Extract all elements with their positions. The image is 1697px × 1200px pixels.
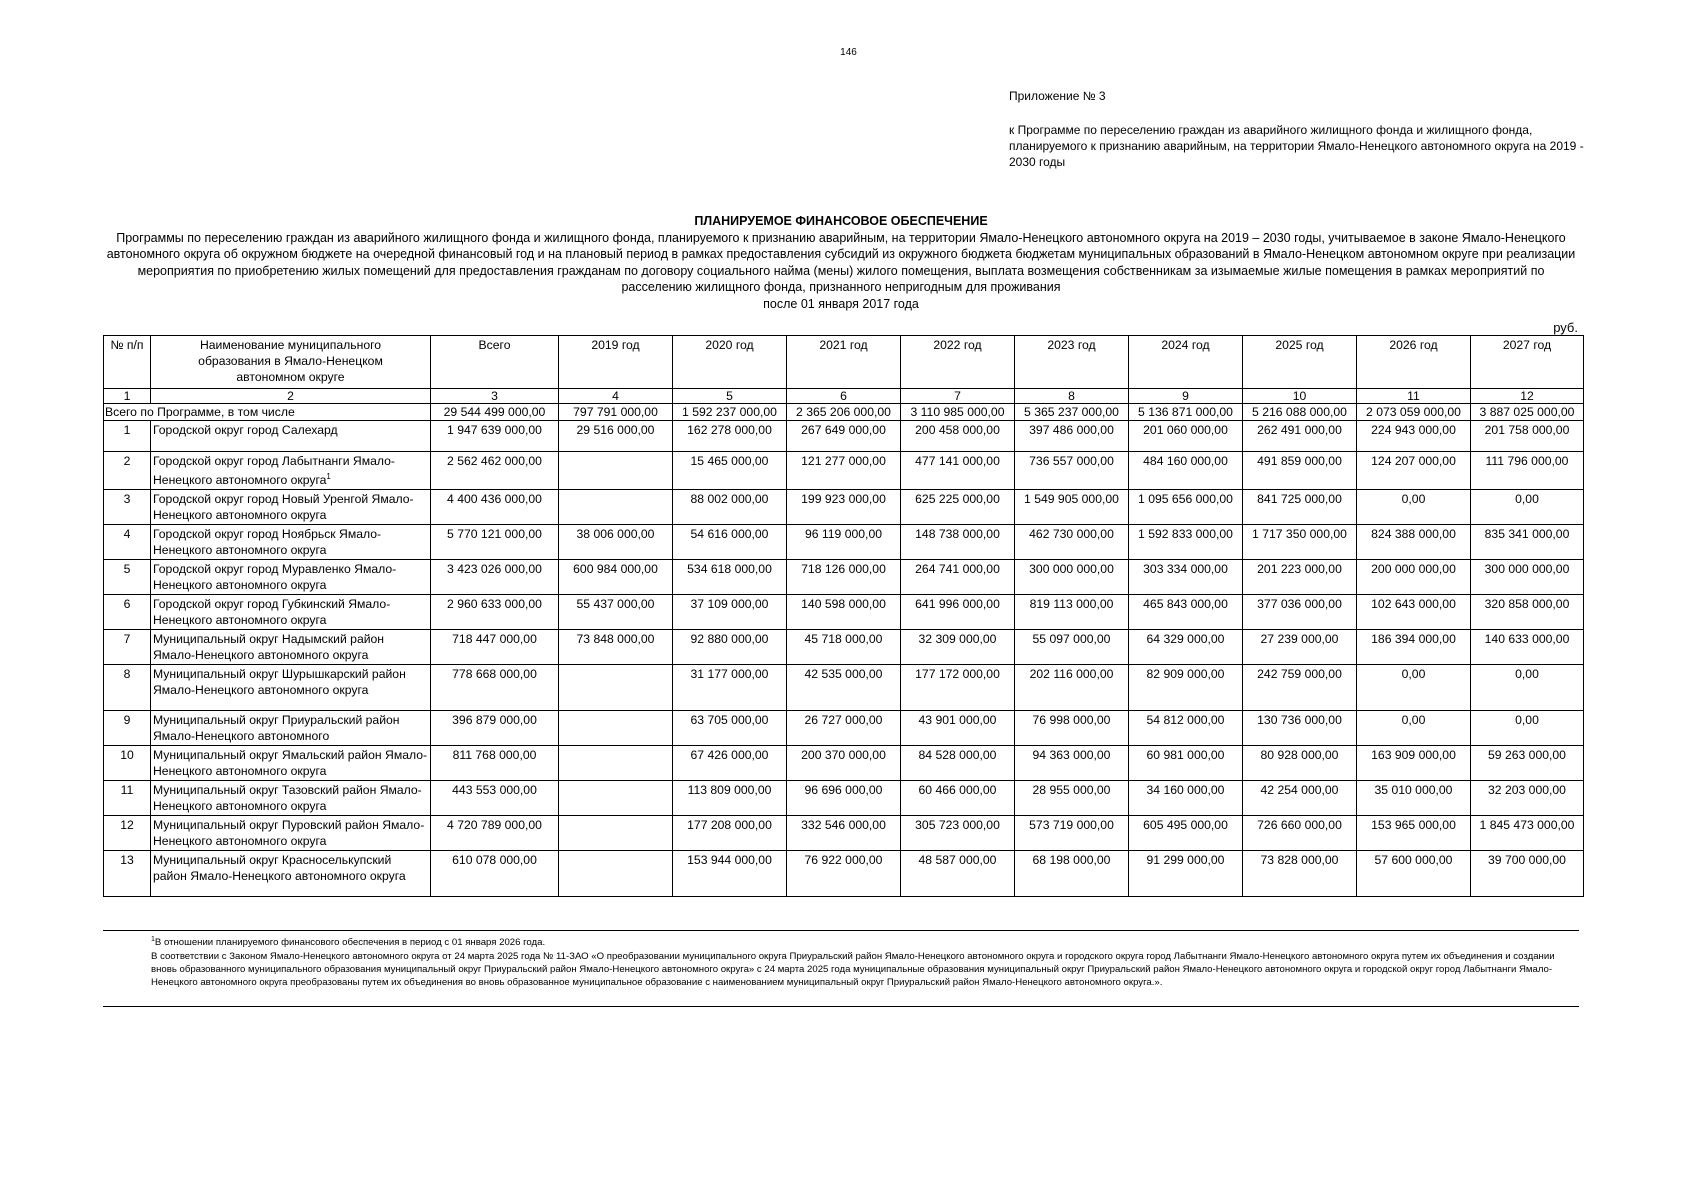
row-number: 8 <box>104 665 151 711</box>
value-cell: 824 388 000,00 <box>1357 525 1471 560</box>
index-cell: 7 <box>901 389 1015 404</box>
header-cell: 2026 год <box>1357 336 1471 389</box>
document-heading <box>104 213 1578 312</box>
row-number: 9 <box>104 711 151 746</box>
index-cell: 5 <box>673 389 787 404</box>
municipality-name-text: Городской округ город Лабытнанги Ямало-Ненецкого автономного округа <box>153 454 395 488</box>
value-cell: 102 643 000,00 <box>1357 595 1471 630</box>
value-cell: 443 553 000,00 <box>431 781 559 816</box>
total-value-cell: 797 791 000,00 <box>559 404 673 421</box>
value-cell: 57 600 000,00 <box>1357 851 1471 897</box>
row-number: 12 <box>104 816 151 851</box>
value-cell: 200 000 000,00 <box>1357 560 1471 595</box>
value-cell: 67 426 000,00 <box>673 746 787 781</box>
row-number: 7 <box>104 630 151 665</box>
municipality-name-text: Городской округ город Новый Уренгой Ямало-Ненецкого автономного округа <box>153 492 414 523</box>
value-cell: 5 770 121 000,00 <box>431 525 559 560</box>
value-cell: 162 278 000,00 <box>673 421 787 452</box>
value-cell: 300 000 000,00 <box>1015 560 1129 595</box>
municipality-name-text: Муниципальный округ Пуровский район Ямало-Ненецкого автономного округа <box>153 818 425 849</box>
index-cell: 11 <box>1357 389 1471 404</box>
footnotes <box>151 933 1571 990</box>
municipality-name <box>151 630 431 665</box>
value-cell: 153 965 000,00 <box>1357 816 1471 851</box>
table-row <box>104 816 1584 851</box>
total-value-cell: 5 216 088 000,00 <box>1243 404 1357 421</box>
value-cell: 43 901 000,00 <box>901 711 1015 746</box>
municipality-name <box>151 816 431 851</box>
index-cell: 2 <box>151 389 431 404</box>
value-cell: 186 394 000,00 <box>1357 630 1471 665</box>
municipality-name-text: Муниципальный округ Надымский район Ямало-Ненецкого автономного округа <box>153 632 385 663</box>
table-row <box>104 630 1584 665</box>
value-cell: 91 299 000,00 <box>1129 851 1243 897</box>
value-cell: 73 848 000,00 <box>559 630 673 665</box>
footnote-separator <box>103 930 1579 931</box>
value-cell: 177 172 000,00 <box>901 665 1015 711</box>
index-cell: 4 <box>559 389 673 404</box>
value-cell: 59 263 000,00 <box>1471 746 1584 781</box>
value-cell <box>559 490 673 525</box>
value-cell: 55 097 000,00 <box>1015 630 1129 665</box>
value-cell: 605 495 000,00 <box>1129 816 1243 851</box>
total-value-cell: 5 365 237 000,00 <box>1015 404 1129 421</box>
value-cell: 484 160 000,00 <box>1129 452 1243 490</box>
municipality-name <box>151 665 431 711</box>
footnote-marker: 1 <box>151 936 155 943</box>
value-cell: 1 845 473 000,00 <box>1471 816 1584 851</box>
header-cell: 2027 год <box>1471 336 1584 389</box>
value-cell: 0,00 <box>1357 711 1471 746</box>
value-cell: 26 727 000,00 <box>787 711 901 746</box>
value-cell: 610 078 000,00 <box>431 851 559 897</box>
value-cell: 1 717 350 000,00 <box>1243 525 1357 560</box>
value-cell: 2 562 462 000,00 <box>431 452 559 490</box>
value-cell: 111 796 000,00 <box>1471 452 1584 490</box>
total-label: Всего по Программе, в том числе <box>104 404 431 421</box>
value-cell: 201 758 000,00 <box>1471 421 1584 452</box>
value-cell: 140 633 000,00 <box>1471 630 1584 665</box>
row-number: 6 <box>104 595 151 630</box>
value-cell: 3 423 026 000,00 <box>431 560 559 595</box>
total-value-cell: 3 887 025 000,00 <box>1471 404 1584 421</box>
municipality-name <box>151 490 431 525</box>
value-cell: 96 119 000,00 <box>787 525 901 560</box>
value-cell: 1 549 905 000,00 <box>1015 490 1129 525</box>
total-value-cell: 2 365 206 000,00 <box>787 404 901 421</box>
header-cell: Наименование муниципального образования в Ямало-Ненецком автономном округе <box>151 336 431 389</box>
row-number: 10 <box>104 746 151 781</box>
value-cell: 811 768 000,00 <box>431 746 559 781</box>
document-title: ПЛАНИРУЕМОЕ ФИНАНСОВОЕ ОБЕСПЕЧЕНИЕ <box>694 214 988 228</box>
value-cell: 819 113 000,00 <box>1015 595 1129 630</box>
value-cell: 94 363 000,00 <box>1015 746 1129 781</box>
value-cell: 15 465 000,00 <box>673 452 787 490</box>
value-cell: 76 922 000,00 <box>787 851 901 897</box>
table-header-row <box>104 336 1584 389</box>
municipality-name-text: Городской округ город Ноябрьск Ямало-Ненецкого автономного округа <box>153 527 382 558</box>
total-value-cell: 1 592 237 000,00 <box>673 404 787 421</box>
footnote-1-text: В отношении планируемого финансового обеспечения в период с 01 января 2026 года. <box>154 937 546 949</box>
value-cell: 491 859 000,00 <box>1243 452 1357 490</box>
value-cell: 31 177 000,00 <box>673 665 787 711</box>
total-value-cell: 2 073 059 000,00 <box>1357 404 1471 421</box>
value-cell: 35 010 000,00 <box>1357 781 1471 816</box>
value-cell: 202 116 000,00 <box>1015 665 1129 711</box>
value-cell: 34 160 000,00 <box>1129 781 1243 816</box>
value-cell <box>559 816 673 851</box>
value-cell: 32 309 000,00 <box>901 630 1015 665</box>
value-cell: 465 843 000,00 <box>1129 595 1243 630</box>
value-cell: 200 370 000,00 <box>787 746 901 781</box>
municipality-name-text: Городской округ город Губкинский Ямало-Ненецкого автономного округа <box>153 597 391 628</box>
value-cell: 264 741 000,00 <box>901 560 1015 595</box>
municipality-name-text: Городской округ город Муравленко Ямало-Ненецкого автономного округа <box>153 562 397 593</box>
value-cell: 29 516 000,00 <box>559 421 673 452</box>
value-cell: 377 036 000,00 <box>1243 595 1357 630</box>
municipality-name-text: Муниципальный округ Приуральский район Ямало-Ненецкого автономного <box>153 713 400 744</box>
municipality-name <box>151 595 431 630</box>
appendix-title: Приложение № 3 <box>1009 89 1106 103</box>
appendix-block <box>1009 88 1589 170</box>
value-cell: 600 984 000,00 <box>559 560 673 595</box>
value-cell: 45 718 000,00 <box>787 630 901 665</box>
header-cell: 2024 год <box>1129 336 1243 389</box>
municipality-name-text: Муниципальный округ Тазовский район Ямало-Ненецкого автономного округа <box>153 783 422 814</box>
value-cell: 60 466 000,00 <box>901 781 1015 816</box>
value-cell <box>559 665 673 711</box>
value-cell: 0,00 <box>1471 490 1584 525</box>
value-cell: 63 705 000,00 <box>673 711 787 746</box>
value-cell: 42 535 000,00 <box>787 665 901 711</box>
value-cell: 153 944 000,00 <box>673 851 787 897</box>
table-row <box>104 560 1584 595</box>
value-cell: 96 696 000,00 <box>787 781 901 816</box>
table-row <box>104 452 1584 490</box>
currency-unit: руб. <box>1553 320 1578 335</box>
footnote-bottom-rule <box>103 1006 1579 1007</box>
value-cell: 140 598 000,00 <box>787 595 901 630</box>
municipality-name <box>151 560 431 595</box>
total-row <box>104 404 1584 421</box>
table-row <box>104 525 1584 560</box>
header-cell: 2021 год <box>787 336 901 389</box>
table-row <box>104 421 1584 452</box>
value-cell: 841 725 000,00 <box>1243 490 1357 525</box>
value-cell: 625 225 000,00 <box>901 490 1015 525</box>
index-cell: 1 <box>104 389 151 404</box>
header-cell: 2020 год <box>673 336 787 389</box>
value-cell: 177 208 000,00 <box>673 816 787 851</box>
column-index-row <box>104 389 1584 404</box>
value-cell: 320 858 000,00 <box>1471 595 1584 630</box>
value-cell: 121 277 000,00 <box>787 452 901 490</box>
value-cell: 60 981 000,00 <box>1129 746 1243 781</box>
value-cell: 835 341 000,00 <box>1471 525 1584 560</box>
value-cell <box>559 711 673 746</box>
appendix-text: к Программе по переселению граждан из аварийного жилищного фонда и жилищного фонда, планируемого к признанию аварийным, на территории Ямало-Ненецкого автономного округа на 2019 - 2030 годы <box>1009 123 1584 169</box>
value-cell: 92 880 000,00 <box>673 630 787 665</box>
value-cell: 1 592 833 000,00 <box>1129 525 1243 560</box>
index-cell: 3 <box>431 389 559 404</box>
index-cell: 8 <box>1015 389 1129 404</box>
value-cell: 113 809 000,00 <box>673 781 787 816</box>
value-cell: 305 723 000,00 <box>901 816 1015 851</box>
row-number: 1 <box>104 421 151 452</box>
value-cell: 1 095 656 000,00 <box>1129 490 1243 525</box>
value-cell: 54 812 000,00 <box>1129 711 1243 746</box>
value-cell: 200 458 000,00 <box>901 421 1015 452</box>
table-row <box>104 746 1584 781</box>
value-cell: 37 109 000,00 <box>673 595 787 630</box>
total-value-cell: 29 544 499 000,00 <box>431 404 559 421</box>
index-cell: 6 <box>787 389 901 404</box>
value-cell: 201 060 000,00 <box>1129 421 1243 452</box>
value-cell: 2 960 633 000,00 <box>431 595 559 630</box>
value-cell <box>559 781 673 816</box>
value-cell: 736 557 000,00 <box>1015 452 1129 490</box>
value-cell: 84 528 000,00 <box>901 746 1015 781</box>
value-cell: 130 736 000,00 <box>1243 711 1357 746</box>
value-cell: 1 947 639 000,00 <box>431 421 559 452</box>
value-cell: 641 996 000,00 <box>901 595 1015 630</box>
value-cell: 718 126 000,00 <box>787 560 901 595</box>
value-cell: 76 998 000,00 <box>1015 711 1129 746</box>
index-cell: 12 <box>1471 389 1584 404</box>
value-cell: 300 000 000,00 <box>1471 560 1584 595</box>
value-cell: 27 239 000,00 <box>1243 630 1357 665</box>
value-cell: 124 207 000,00 <box>1357 452 1471 490</box>
value-cell: 82 909 000,00 <box>1129 665 1243 711</box>
value-cell: 778 668 000,00 <box>431 665 559 711</box>
value-cell: 148 738 000,00 <box>901 525 1015 560</box>
municipality-name <box>151 746 431 781</box>
value-cell: 4 720 789 000,00 <box>431 816 559 851</box>
table-row <box>104 781 1584 816</box>
value-cell: 163 909 000,00 <box>1357 746 1471 781</box>
value-cell: 534 618 000,00 <box>673 560 787 595</box>
value-cell: 88 002 000,00 <box>673 490 787 525</box>
header-cell: Всего <box>431 336 559 389</box>
value-cell: 573 719 000,00 <box>1015 816 1129 851</box>
row-number: 5 <box>104 560 151 595</box>
value-cell: 64 329 000,00 <box>1129 630 1243 665</box>
document-subtitle-date: после 01 января 2017 года <box>763 296 919 311</box>
table-row <box>104 665 1584 711</box>
financing-table <box>103 335 1584 897</box>
footnote-2-text: В соответствии с Законом Ямало-Ненецкого автономного округа от 24 марта 2025 года № 11-ЗАО «О преобразовании муниципального округа Приуральский район Ямало-Ненецкого автономного округа и городского округа город Лабытнанги Ямало-Ненецкого автономного округа путем их объединения и создании вновь образованного муниципального образования муниципальный округ Приуральский район Ямало-Ненецкого автономного округа» с 24 марта 2025 года муниципальные образования муниципальный округ Приуральский район Ямало-Ненецкого автономного округа и городской округ город Лабытнанги Ямало-Ненецкого автономного округа преобразованы путем их объединения во вновь образованное муниципальное образование с наименованием муниципальный округ Приуральский район Ямало-Ненецкого автономного округа.». <box>151 950 1555 989</box>
value-cell: 332 546 000,00 <box>787 816 901 851</box>
document-subtitle: Программы по переселению граждан из аварийного жилищного фонда и жилищного фонда, планируемого к признанию аварийным, на территории Ямало-Ненецкого автономного округа на 2019 – 2030 годы, учитываемое в законе Ямало-Ненецкого автономного округа об окружном бюджете на очередной финансовый год и на плановый период в рамках предоставления субсидий из окружного бюджета бюджетам муниципальных образований в Ямало-Ненецком автономном округе при реализации мероприятия по приобретению жилых помещений для предоставления гражданам по договору социального найма (мены) жилого помещения, выплата возмещения собственникам за изымаемые жилые помещения в рамках мероприятий по расселению жилищного фонда, признанного непригодным для проживания <box>106 230 1576 294</box>
value-cell: 73 828 000,00 <box>1243 851 1357 897</box>
value-cell: 718 447 000,00 <box>431 630 559 665</box>
municipality-name <box>151 452 431 490</box>
value-cell: 199 923 000,00 <box>787 490 901 525</box>
footnote-marker: 1 <box>326 472 331 481</box>
value-cell: 0,00 <box>1357 490 1471 525</box>
row-number: 4 <box>104 525 151 560</box>
index-cell: 9 <box>1129 389 1243 404</box>
value-cell: 397 486 000,00 <box>1015 421 1129 452</box>
value-cell <box>559 746 673 781</box>
municipality-name <box>151 421 431 452</box>
index-cell: 10 <box>1243 389 1357 404</box>
value-cell: 55 437 000,00 <box>559 595 673 630</box>
value-cell: 0,00 <box>1471 711 1584 746</box>
footnote-1 <box>151 933 1571 950</box>
municipality-name-text: Муниципальный округ Шурышкарский район Ямало-Ненецкого автономного округа <box>153 667 406 698</box>
value-cell: 396 879 000,00 <box>431 711 559 746</box>
value-cell: 68 198 000,00 <box>1015 851 1129 897</box>
row-number: 11 <box>104 781 151 816</box>
municipality-name <box>151 525 431 560</box>
header-cell: 2022 год <box>901 336 1015 389</box>
value-cell: 0,00 <box>1471 665 1584 711</box>
header-cell: 2019 год <box>559 336 673 389</box>
value-cell: 726 660 000,00 <box>1243 816 1357 851</box>
value-cell: 4 400 436 000,00 <box>431 490 559 525</box>
header-cell: № п/п <box>104 336 151 389</box>
table-row <box>104 490 1584 525</box>
municipality-name-text: Городской округ город Салехард <box>153 423 338 437</box>
value-cell: 224 943 000,00 <box>1357 421 1471 452</box>
value-cell: 28 955 000,00 <box>1015 781 1129 816</box>
municipality-name <box>151 851 431 897</box>
municipality-name <box>151 781 431 816</box>
table-row <box>104 711 1584 746</box>
value-cell: 0,00 <box>1357 665 1471 711</box>
row-number: 3 <box>104 490 151 525</box>
header-cell: 2025 год <box>1243 336 1357 389</box>
value-cell: 262 491 000,00 <box>1243 421 1357 452</box>
value-cell: 39 700 000,00 <box>1471 851 1584 897</box>
total-value-cell: 5 136 871 000,00 <box>1129 404 1243 421</box>
municipality-name-text: Муниципальный округ Ямальский район Ямало-Ненецкого автономного округа <box>153 748 428 779</box>
table-row <box>104 851 1584 897</box>
value-cell <box>559 851 673 897</box>
municipality-name <box>151 711 431 746</box>
value-cell: 32 203 000,00 <box>1471 781 1584 816</box>
value-cell: 201 223 000,00 <box>1243 560 1357 595</box>
table-row <box>104 595 1584 630</box>
header-cell: 2023 год <box>1015 336 1129 389</box>
value-cell: 267 649 000,00 <box>787 421 901 452</box>
municipality-name-text: Муниципальный округ Красноселькупский район Ямало-Ненецкого автономного округа <box>153 853 406 884</box>
total-value-cell: 3 110 985 000,00 <box>901 404 1015 421</box>
value-cell: 54 616 000,00 <box>673 525 787 560</box>
value-cell: 38 006 000,00 <box>559 525 673 560</box>
row-number: 2 <box>104 452 151 490</box>
value-cell: 42 254 000,00 <box>1243 781 1357 816</box>
row-number: 13 <box>104 851 151 897</box>
value-cell: 477 141 000,00 <box>901 452 1015 490</box>
value-cell: 462 730 000,00 <box>1015 525 1129 560</box>
value-cell: 48 587 000,00 <box>901 851 1015 897</box>
value-cell <box>559 452 673 490</box>
value-cell: 303 334 000,00 <box>1129 560 1243 595</box>
page-number: 146 <box>840 47 857 58</box>
value-cell: 80 928 000,00 <box>1243 746 1357 781</box>
value-cell: 242 759 000,00 <box>1243 665 1357 711</box>
